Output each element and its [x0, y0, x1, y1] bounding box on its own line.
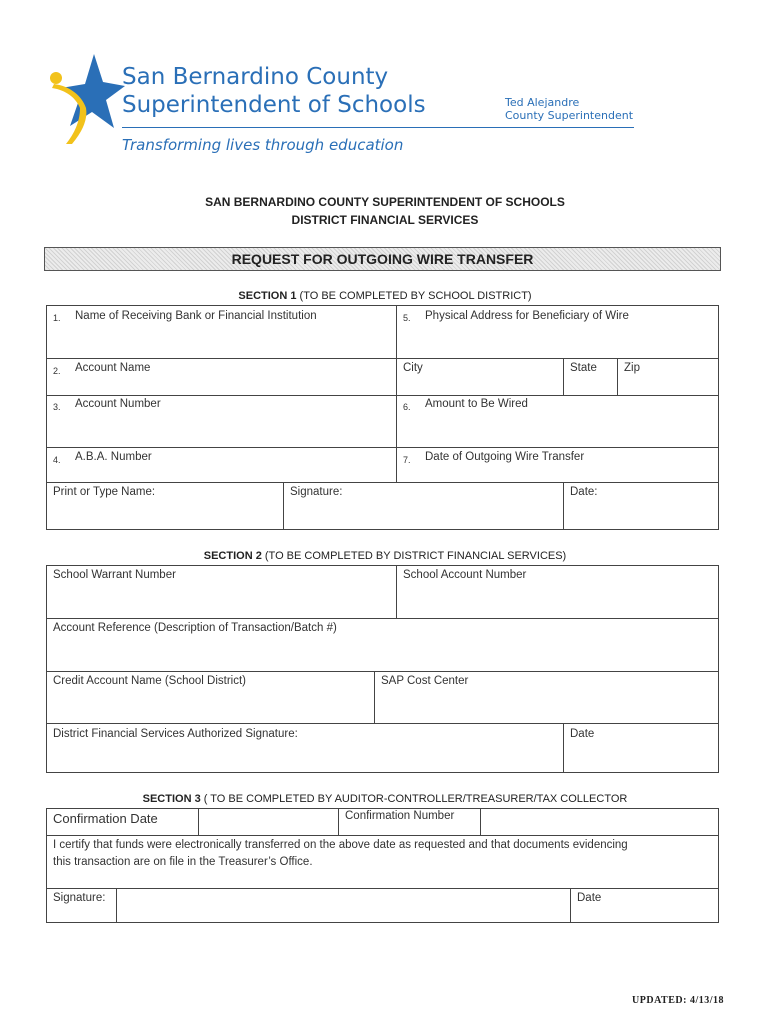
section1-title: SECTION 1	[238, 290, 297, 302]
superintendent-title: County Superintendent	[505, 109, 634, 122]
account-reference-label: Account Reference (Description of Transaction/Batch #)	[53, 622, 337, 634]
agency-name: SAN BERNARDINO COUNTY SUPERINTENDENT OF SCHOOLS	[205, 195, 565, 209]
form-title: REQUEST FOR OUTGOING WIRE TRANSFER	[44, 247, 721, 271]
org-name-line2: Superintendent of Schools	[122, 92, 426, 118]
section2-heading	[0, 550, 770, 562]
bank-name-label: Name of Receiving Bank or Financial Institution	[75, 310, 317, 322]
confirmation-number-label: Confirmation Number	[345, 810, 455, 822]
warrant-number-label: School Warrant Number	[53, 569, 176, 581]
aba-number-label: A.B.A. Number	[75, 451, 152, 463]
sap-cost-center-label: SAP Cost Center	[381, 675, 469, 687]
city-label: City	[403, 362, 423, 374]
section2-date-label: Date	[570, 728, 595, 740]
field-number: 5.	[403, 313, 411, 323]
logo-star-icon	[46, 48, 126, 148]
section3-title: SECTION 3	[142, 793, 201, 805]
org-name-line1: San Bernardino County	[122, 64, 389, 90]
state-label: State	[570, 362, 597, 374]
section1-heading	[0, 290, 770, 302]
section3-heading	[0, 793, 770, 805]
section3-signature-label: Signature:	[53, 892, 106, 904]
superintendent-name: Ted Alejandre	[505, 96, 580, 109]
field-number: 3.	[53, 402, 61, 412]
confirmation-number-field[interactable]	[480, 808, 719, 836]
certification-text-line1: I certify that funds were electronically transferred on the above date as requested and that documents evidencing	[53, 839, 628, 851]
field-number: 2.	[53, 366, 61, 376]
wire-date-label: Date of Outgoing Wire Transfer	[425, 451, 585, 463]
section3-date-label: Date	[577, 892, 602, 904]
section3-signature-field[interactable]	[116, 888, 571, 923]
amount-label: Amount to Be Wired	[425, 398, 528, 410]
section2-subtitle: (TO BE COMPLETED BY DISTRICT FINANCIAL SERVICES)	[261, 550, 567, 562]
account-name-label: Account Name	[75, 362, 151, 374]
print-name-label: Print or Type Name:	[53, 486, 156, 498]
field-number: 4.	[53, 455, 61, 465]
header-divider	[122, 127, 634, 128]
section1-subtitle: (TO BE COMPLETED BY SCHOOL DISTRICT)	[296, 290, 532, 302]
authorized-signature-label: District Financial Services Authorized Signature:	[53, 728, 298, 740]
certification-text-line2: this transaction are on file in the Treasurer’s Office.	[53, 856, 313, 868]
updated-date: UPDATED: 4/13/18	[632, 995, 724, 1006]
department-name: DISTRICT FINANCIAL SERVICES	[291, 213, 479, 227]
confirmation-date-label: Confirmation Date	[53, 811, 158, 826]
zip-label: Zip	[624, 362, 640, 374]
tagline: Transforming lives through education	[122, 136, 404, 154]
signature-label: Signature:	[290, 486, 343, 498]
section2-title: SECTION 2	[203, 550, 262, 562]
section3-subtitle: ( TO BE COMPLETED BY AUDITOR-CONTROLLER/TREASURER/TAX COLLECTOR	[200, 793, 628, 805]
credit-account-name-label: Credit Account Name (School District)	[53, 675, 247, 687]
school-account-number-label: School Account Number	[403, 569, 527, 581]
confirmation-date-field[interactable]	[198, 808, 339, 836]
field-number: 7.	[403, 455, 411, 465]
account-number-label: Account Number	[75, 398, 161, 410]
field-number: 1.	[53, 313, 61, 323]
address-label: Physical Address for Beneficiary of Wire	[425, 310, 629, 322]
sign-date-label: Date:	[570, 486, 598, 498]
field-number: 6.	[403, 402, 411, 412]
